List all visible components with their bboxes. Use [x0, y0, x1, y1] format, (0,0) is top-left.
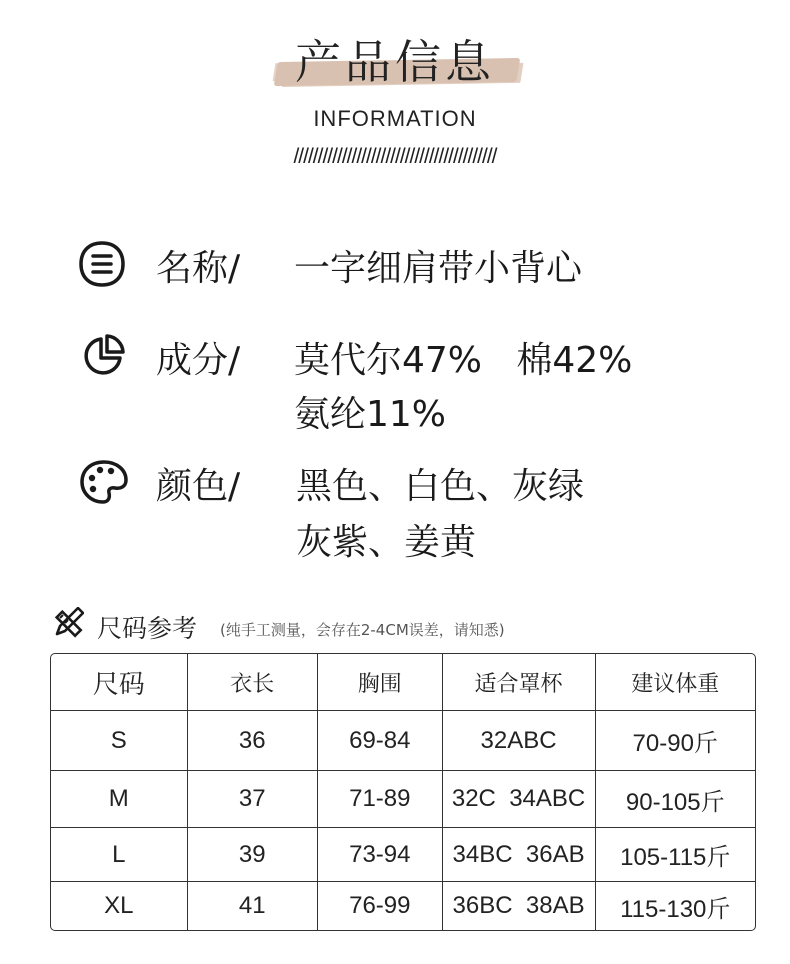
pie-chart-icon: [80, 333, 126, 379]
name-value: 一字细肩带小背心: [294, 248, 583, 289]
weight-cell: 115-130斤: [620, 895, 731, 923]
divider-slashes: //////////////////////////////////////////: [293, 145, 497, 168]
material-label: 成分/: [156, 340, 241, 381]
size-cell: XL: [51, 882, 188, 930]
length-cell: 37: [188, 771, 319, 828]
cup-cell: 36BC 38AB: [443, 882, 596, 930]
cup-cell: 34BC 36AB: [443, 828, 596, 882]
size-table: [50, 653, 756, 931]
name-label: 名称/: [156, 248, 241, 289]
colors-value-line2: 灰紫、姜黄: [296, 522, 477, 563]
bust-cell: 73-94: [318, 828, 443, 882]
size-cell: S: [51, 711, 188, 771]
column-header-size: 尺码: [51, 654, 188, 711]
material-value-line1: 莫代尔47% 棉42%: [294, 340, 633, 381]
table-row: [51, 771, 755, 828]
length-cell: 39: [188, 828, 319, 882]
table-row: [51, 711, 755, 771]
size-chart-note: (纯手工测量，会存在2-4CM误差，请知悉): [220, 621, 505, 639]
column-header-weight: 建议体重: [596, 654, 756, 711]
length-cell: 41: [188, 882, 319, 930]
column-header-length: 衣长: [188, 654, 319, 711]
list-circle-icon: [78, 240, 126, 288]
table-row: [51, 882, 755, 930]
material-value-line2: 氨纶11%: [294, 394, 447, 435]
bust-cell: 69-84: [318, 711, 443, 771]
table-row: [51, 828, 755, 882]
weight-cell: 70-90斤: [596, 711, 756, 771]
page-subtitle: INFORMATION: [313, 106, 477, 131]
size-cell: L: [51, 828, 188, 882]
bust-cell: 71-89: [318, 771, 443, 828]
column-header-cup: 适合罩杯: [443, 654, 596, 711]
column-header-bust: 胸围: [318, 654, 443, 711]
size-cell: M: [51, 771, 188, 828]
cup-cell: 32C 34ABC: [443, 771, 596, 828]
palette-icon: [78, 458, 130, 506]
cup-cell: 32ABC: [443, 711, 596, 771]
weight-cell: 105-115斤: [596, 828, 756, 882]
colors-label: 颜色/: [156, 466, 241, 507]
size-chart-heading: 尺码参考: [97, 614, 198, 643]
table-header-row: [51, 654, 755, 711]
ruler-pencil-icon: [52, 607, 84, 639]
bust-cell: 76-99: [318, 882, 443, 930]
weight-cell: 90-105斤: [596, 771, 756, 828]
length-cell: 36: [188, 711, 319, 771]
page-title: 产品信息: [295, 35, 495, 89]
colors-value-line1: 黑色、白色、灰绿: [296, 466, 585, 507]
